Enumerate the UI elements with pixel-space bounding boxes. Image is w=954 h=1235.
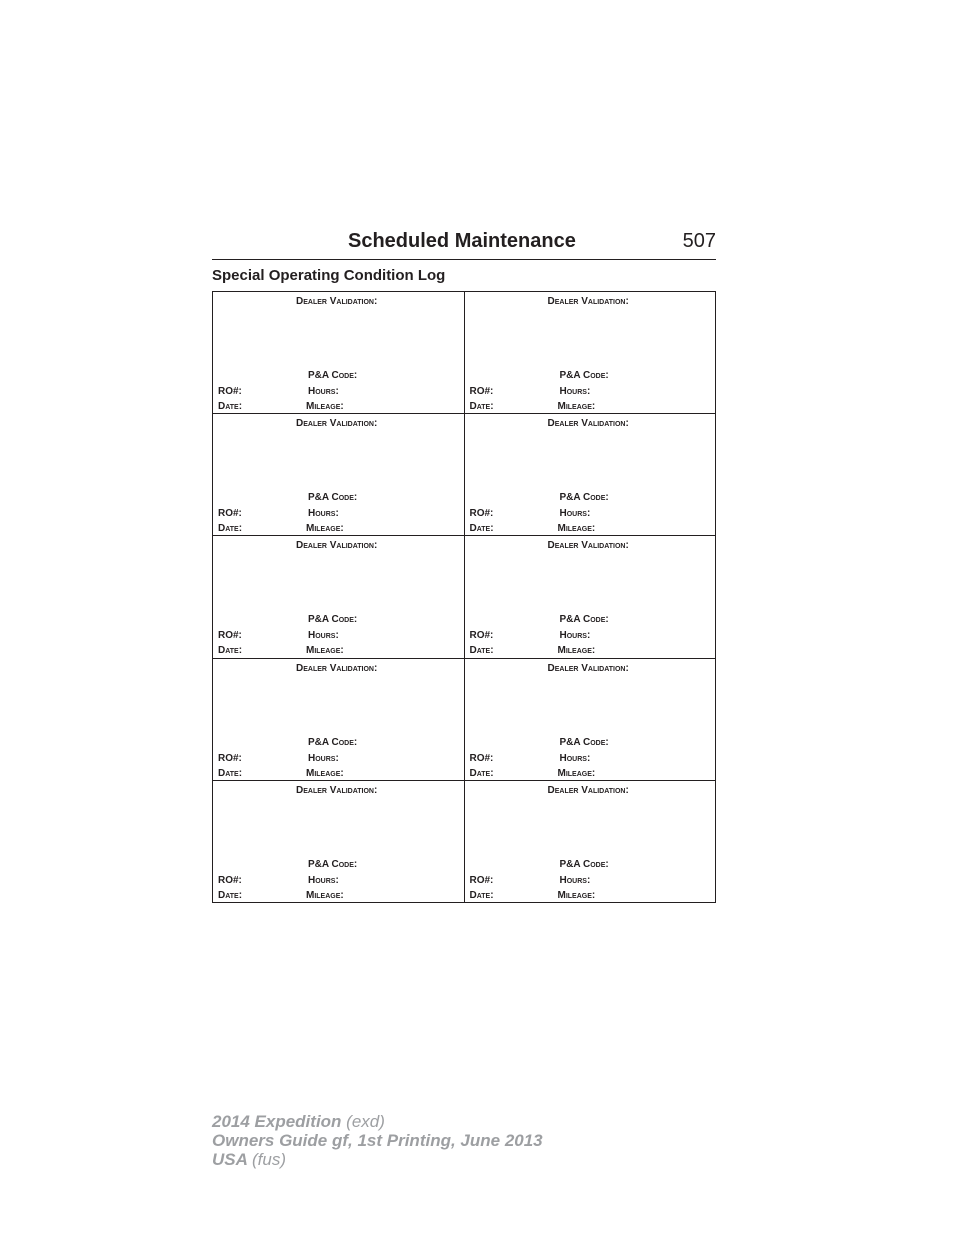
mileage-label: Mileage:	[306, 645, 344, 657]
log-entry	[213, 414, 465, 536]
hours-label: Hours:	[559, 874, 591, 886]
mileage-label: Mileage:	[557, 401, 596, 412]
mileage-label: Mileage:	[557, 645, 596, 657]
ro-label: RO#:	[469, 386, 494, 397]
dealer-validation-label: Dealer Validation:	[296, 662, 378, 674]
pa-code-label: P&A Code:	[308, 858, 358, 870]
ro-label: RO#:	[218, 386, 242, 397]
dealer-validation-label: Dealer Validation:	[547, 296, 629, 307]
date-label: Date:	[469, 401, 494, 412]
mileage-label: Mileage:	[306, 523, 344, 535]
log-entry	[465, 659, 717, 781]
mileage-label: Mileage:	[557, 523, 596, 535]
dealer-validation-label: Dealer Validation:	[547, 662, 629, 674]
hours-label: Hours:	[559, 386, 591, 397]
ro-label: RO#:	[218, 508, 242, 520]
mileage-label: Mileage:	[306, 767, 344, 779]
page-title: Scheduled Maintenance	[348, 230, 576, 252]
mileage-label: Mileage:	[557, 889, 596, 901]
page-header	[212, 229, 716, 260]
section-title: Special Operating Condition Log	[212, 267, 446, 284]
dealer-validation-label: Dealer Validation:	[296, 784, 378, 796]
hours-label: Hours:	[308, 752, 339, 764]
date-label: Date:	[218, 645, 243, 657]
dealer-validation-label: Dealer Validation:	[547, 540, 629, 552]
ro-label: RO#:	[218, 874, 242, 886]
log-entry	[213, 536, 465, 658]
hours-label: Hours:	[308, 630, 339, 642]
date-label: Date:	[469, 523, 494, 535]
log-entry	[465, 414, 717, 536]
dealer-validation-label: Dealer Validation:	[547, 418, 629, 430]
date-label: Date:	[469, 889, 494, 901]
hours-label: Hours:	[308, 508, 339, 520]
date-label: Date:	[469, 767, 494, 779]
ro-label: RO#:	[469, 874, 494, 886]
dealer-validation-label: Dealer Validation:	[296, 540, 378, 552]
pa-code-label: P&A Code:	[559, 736, 609, 748]
date-label: Date:	[218, 767, 243, 779]
pa-code-label: P&A Code:	[559, 492, 609, 504]
pa-code-label: P&A Code:	[559, 858, 609, 870]
hours-label: Hours:	[308, 386, 339, 397]
ro-label: RO#:	[469, 630, 494, 642]
ro-label: RO#:	[218, 630, 242, 642]
dealer-validation-label: Dealer Validation:	[296, 296, 378, 307]
date-label: Date:	[218, 523, 243, 535]
mileage-label: Mileage:	[306, 889, 344, 901]
pa-code-label: P&A Code:	[559, 370, 609, 381]
dealer-validation-label: Dealer Validation:	[547, 784, 629, 796]
footer-market: USA	[212, 1150, 248, 1169]
dealer-validation-label: Dealer Validation:	[296, 418, 378, 430]
hours-label: Hours:	[559, 508, 591, 520]
document-footer	[212, 1112, 543, 1169]
mileage-label: Mileage:	[557, 767, 596, 779]
pa-code-label: P&A Code:	[559, 614, 609, 626]
log-entry	[213, 659, 465, 781]
pa-code-label: P&A Code:	[308, 370, 358, 381]
ro-label: RO#:	[218, 752, 242, 764]
pa-code-label: P&A Code:	[308, 736, 358, 748]
hours-label: Hours:	[559, 752, 591, 764]
log-entry	[465, 536, 717, 658]
footer-market-code: (fus)	[252, 1150, 286, 1169]
footer-model: 2014 Expedition	[212, 1112, 342, 1131]
hours-label: Hours:	[559, 630, 591, 642]
log-entry	[213, 781, 465, 903]
log-entry	[213, 292, 465, 414]
hours-label: Hours:	[308, 874, 339, 886]
condition-log-table	[212, 291, 716, 903]
date-label: Date:	[469, 645, 494, 657]
ro-label: RO#:	[469, 508, 494, 520]
footer-line-2: Owners Guide gf, 1st Printing, June 2013	[212, 1131, 543, 1150]
ro-label: RO#:	[469, 752, 494, 764]
footer-line-1	[212, 1112, 543, 1131]
footer-line-3	[212, 1150, 543, 1169]
page-number: 507	[682, 230, 716, 252]
date-label: Date:	[218, 401, 243, 412]
footer-model-code: (exd)	[346, 1112, 385, 1131]
log-entry	[465, 781, 717, 903]
date-label: Date:	[218, 889, 243, 901]
mileage-label: Mileage:	[306, 401, 344, 412]
log-entry	[465, 292, 717, 414]
pa-code-label: P&A Code:	[308, 614, 358, 626]
pa-code-label: P&A Code:	[308, 492, 358, 504]
